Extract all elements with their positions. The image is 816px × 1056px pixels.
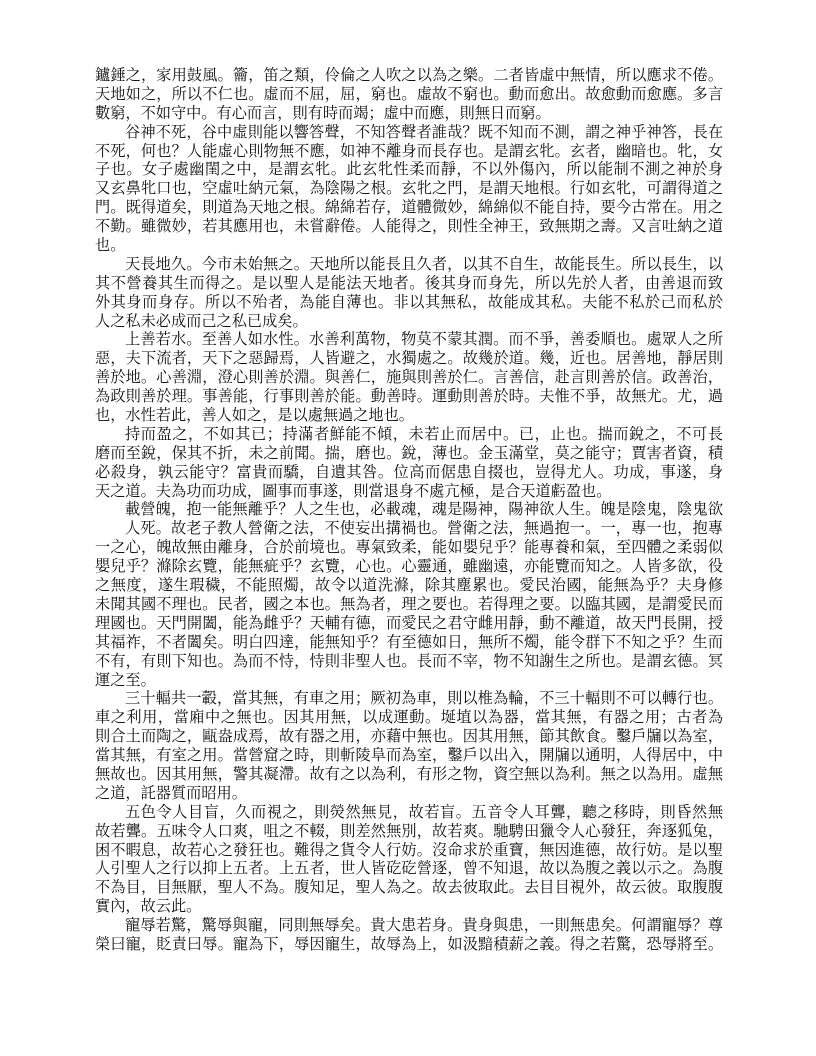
text-line: 人引聖人之行以抑上五者。上五者，世人皆矻矻營逐，曾不知退，故以為腹之義以示之。為腹 (95, 859, 723, 878)
text-line: 理國也。天門開闔，能為雌乎？天輔有德，而愛民之君守雌用靜，動不離道，故天門長開，授 (95, 613, 723, 632)
text-line: 五色令人目盲，久而視之，則熒然無見，故若盲。五音令人耳聾，聽之移時，則昏然無 (125, 802, 723, 821)
text-line: 無故也。因其用無，警其凝滯。故有之以為利，有形之物，資空無以為利。無之以為用。虛無 (95, 764, 723, 783)
text-line: 磨而至銳，保其不折，未之前聞。揣，磨也。銳，薄也。金玉滿堂，莫之能守；賈害者資，積 (95, 443, 723, 462)
text-line: 天之道。夫為功而功成，圖事而事遂，則當退身不處亢極，是合天道虧盈也。 (95, 481, 612, 500)
text-line: 榮曰寵，貶責曰辱。寵為下，辱因寵生，故辱為上，如汲黯積薪之義。得之若驚，恐辱將至。 (95, 934, 723, 953)
text-line: 嬰兒乎？滌除玄覽，能無疵乎？玄覽，心也。心靈通，雖幽遠，亦能覽而知之。人皆多欲，役 (95, 557, 723, 576)
text-line: 持而盈之，不如其已；持滿者鮮能不傾，未若止而居中。已，止也。揣而銳之，不可長 (125, 424, 723, 443)
paragraph (95, 425, 723, 501)
text-line: 困不暇息，故若心之發狂也。難得之貨令人行妨。沒命求於重寶，無因進德，故行妨。是以聖 (95, 840, 723, 859)
text-line: 外其身而身存。所以不殆者，為能自薄也。非以其無私，故能成其私。夫能不私於己而私於 (95, 292, 723, 311)
text-line: 又玄鼻牝口也，空虛吐納元氣，為陰陽之根。玄牝之門，是謂天地根。行如玄牝，可謂得道之 (95, 179, 723, 198)
text-line: 鑪錘之，家用鼓風。籥，笛之類，伶倫之人吹之以為之樂。二者皆虛中無情，所以應求不倦。 (95, 66, 723, 84)
text-line: 為政則善於理。事善能，行事則善於能。動善時。運動則善於時。夫惟不爭，故無尤。尤，過 (95, 387, 723, 406)
text-line: 故若聾。五味令人口爽，咀之不輟，則差然無別，故若爽。馳騁田獵令人心發狂，奔逐狐兔， (95, 821, 723, 840)
text-line: 則合土而陶之，甌盎成焉，故有器之用，亦藉中無也。因其用無，節其飲食。鑿戶牖以為室， (95, 727, 723, 746)
paragraph (95, 255, 723, 331)
text-line: 車之利用，當廂中之無也。因其用無，以成運動。埏埴以為器，當其無，有器之用；古者為 (95, 708, 723, 727)
text-line: 載營魄，抱一能無離乎？人之生也，必載魂，魂是陽神，陽神欲人生。魄是陰鬼，陰鬼欲 (125, 500, 723, 519)
text-line: 三十輻共一轂，當其無，有車之用；厥初為車，則以椎為輪，不三十輻則不可以轉行也。 (125, 689, 723, 708)
text-line: 不為目，目無厭，聖人不為。腹知足，聖人為之。故去彼取此。去目目視外，故云彼。取腹腹 (95, 878, 723, 897)
text-line: 數窮，不如守中。有心而言，則有時而竭；虛中而應，則無日而窮。 (95, 103, 551, 122)
text-line: 天地如之，所以不仁也。虛而不屈，屈，窮也。虛故不窮也。動而愈出。故愈動而愈應。多言 (95, 84, 723, 103)
text-line: 上善若水。至善人如水性。水善利萬物，物莫不蒙其潤。而不爭，善委順也。處眾人之所 (125, 330, 723, 349)
text-line: 也。 (95, 236, 126, 255)
text-line: 不有，有則下知也。為而不恃，恃則非聖人也。長而不宰，物不知謝生之所也。是謂玄德。冥 (95, 651, 723, 670)
text-line: 當其無，有室之用。當營窟之時，則斬陵阜而為室，鑿戶以出入，開牖以通明，人得居中，中 (95, 746, 723, 765)
text-line: 寵辱若驚，驚辱與寵，同則無辱矣。貴大患若身。貴身與患，一則無患矣。何謂寵辱？尊 (125, 916, 723, 935)
document-page (95, 66, 723, 954)
text-line: 一之心，魄故無由離身，合於前境也。專氣致柔，能如嬰兒乎？能專養和氣，至四體之柔弱似 (95, 538, 723, 557)
paragraph (95, 330, 723, 424)
paragraph (95, 916, 723, 954)
text-line: 未聞其國不理也。民者，國之本也。無為者，理之要也。若得理之要。以臨其國，是謂愛民而 (95, 594, 723, 613)
text-line: 之無度，遂生瑕穢，不能照燭，故令以道洗滌，除其塵累也。愛民治國，能無為乎？夫身修 (95, 576, 723, 595)
paragraph (95, 66, 723, 123)
text-line: 不死，何也？人能虛心則物無不應，如神不離身而長存也。是謂玄牝。玄者，幽暗也。牝，女 (95, 141, 723, 160)
text-line: 運之至。 (95, 670, 156, 689)
text-line: 也，水性若此，善人如之，是以處無過之地也。 (95, 406, 414, 425)
text-line: 其不營養其生而得之。是以聖人是能法天地者。後其身而身先，所以先於人者，由善退而致 (95, 273, 723, 292)
text-line: 實內，故云此。 (95, 897, 202, 916)
text-line: 善於地。心善淵，澄心則善於淵。與善仁，施與則善於仁。言善信，赴言則善於信。政善治， (95, 368, 723, 387)
text-line: 不勤。雖微妙，若其應用也，未嘗辭倦。人能得之，則性全神王，致無期之壽。又言吐納之道 (95, 217, 723, 236)
text-line: 谷神不死，谷中虛則能以響答聲，不知答聲者誰哉？既不知而不測，謂之神乎神答，長在 (125, 122, 723, 141)
paragraph (95, 500, 723, 689)
text-line: 門。既得道矣，則道為天地之根。綿綿若存，道體微妙，綿綿似不能自持，要今古常在。用之 (95, 198, 723, 217)
text-line: 惡，夫下流者，天下之惡歸焉，人皆避之，水獨處之。故幾於道。幾，近也。居善地，靜居則 (95, 349, 723, 368)
text-line: 之道，託器質而昭用。 (95, 783, 247, 802)
text-line: 天長地久。今市未始無之。天地所以能長且久者，以其不自生，故能長生。所以長生，以 (125, 254, 723, 273)
text-line: 人之私未必成而己之私已成矣。 (95, 311, 308, 330)
text-line: 其福祚，不者闔矣。明白四達，能無知乎？有至德如日，無所不燭，能令群下不知之乎？生而 (95, 632, 723, 651)
text-line: 子也。女子處幽閨之中，是謂玄牝。此玄牝性柔而靜，不以外傷內，所以能制不測之神於身 (95, 160, 723, 179)
text-line: 人死。故老子教人營衛之法，不使妄出搆禍也。營衛之法，無過抱一。一，專一也，抱專 (125, 519, 723, 538)
paragraph (95, 803, 723, 916)
paragraph (95, 123, 723, 255)
text-line: 必殺身，孰云能守？富貴而驕，自遺其咎。位高而倨患自掇也，豈得尤人。功成，事遂，身 (95, 462, 723, 481)
paragraph (95, 689, 723, 802)
